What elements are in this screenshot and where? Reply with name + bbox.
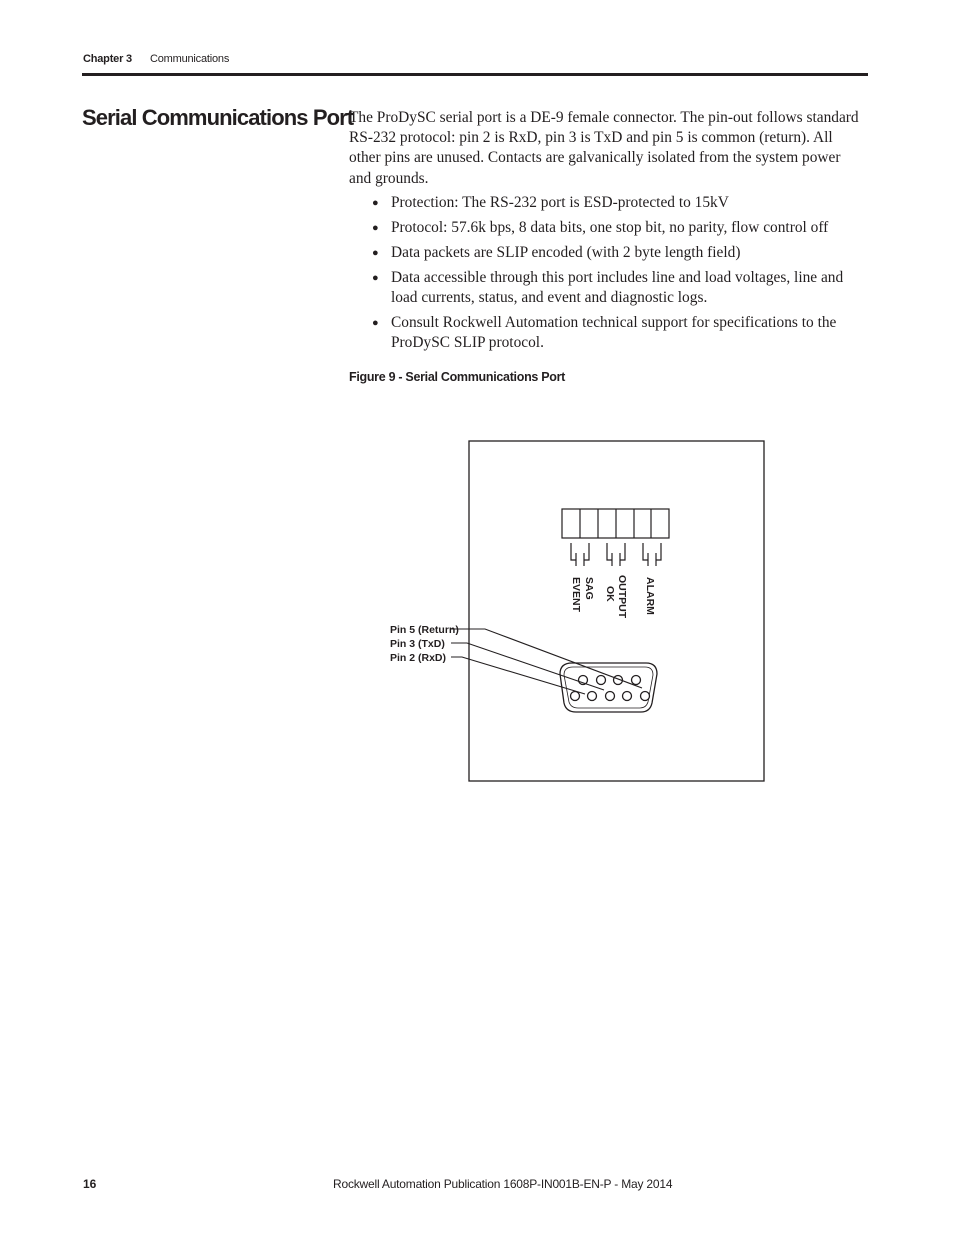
chapter-label: Chapter 3 <box>83 53 132 65</box>
publication-info: Rockwell Automation Publication 1608P-IN001B-EN-P - May 2014 <box>333 1177 673 1191</box>
output-ok-label-2: OK <box>604 586 616 602</box>
header-rule <box>82 73 868 76</box>
bullet-icon: ● <box>372 222 379 234</box>
connector-pins <box>571 676 650 701</box>
list-item <box>349 243 865 263</box>
page-header <box>83 53 230 65</box>
bullet-text: Data packets are SLIP encoded (with 2 byte length field) <box>391 244 741 261</box>
list-item <box>349 193 865 213</box>
bullet-text: Protocol: 57.6k bps, 8 data bits, one stop bit, no parity, flow control off <box>391 219 829 236</box>
serial-port-diagram <box>380 430 780 790</box>
output-ok-label: OUTPUT <box>616 575 628 619</box>
terminal-block <box>562 509 669 538</box>
bullet-text: Data accessible through this port includes line and load voltages, line and load currents, status, and event and diagnostic logs. <box>391 269 844 307</box>
page-number: 16 <box>83 1177 97 1191</box>
list-item <box>349 313 865 353</box>
pin5-label: Pin 5 (Return) <box>390 624 459 636</box>
bullet-icon: ● <box>372 247 379 259</box>
intro-paragraph: The ProDySC serial port is a DE-9 female connector. The pin-out follows standard RS-232 protocol: pin 2 is RxD, pin 3 is TxD and pin 5 is common (return). All other pins are unused. Contacts are galvanically isolated from the system power and grounds. <box>349 109 859 187</box>
bullet-icon: ● <box>372 272 379 284</box>
section-title: Serial Communications Port <box>82 105 354 130</box>
de9-connector <box>560 663 657 712</box>
sag-event-label-2: EVENT <box>570 577 582 613</box>
pin-leader-lines <box>451 629 642 694</box>
figure-caption: Figure 9 - Serial Communications Port <box>349 370 566 384</box>
pin3-label: Pin 3 (TxD) <box>390 638 445 650</box>
bullet-icon: ● <box>372 317 379 330</box>
bullet-list <box>349 193 865 358</box>
sag-event-label: SAG <box>583 577 595 600</box>
relay-contacts <box>571 543 661 566</box>
bullet-text: Protection: The RS-232 port is ESD-protected to 15kV <box>391 194 729 211</box>
list-item <box>349 218 865 238</box>
bullet-text: Consult Rockwell Automation technical support for specifications to the ProDySC SLIP protocol. <box>391 314 837 352</box>
bullet-icon: ● <box>372 197 379 209</box>
pin2-label: Pin 2 (RxD) <box>390 652 447 664</box>
list-item <box>349 268 865 308</box>
alarm-label: ALARM <box>644 577 656 615</box>
section-label: Communications <box>150 53 230 65</box>
